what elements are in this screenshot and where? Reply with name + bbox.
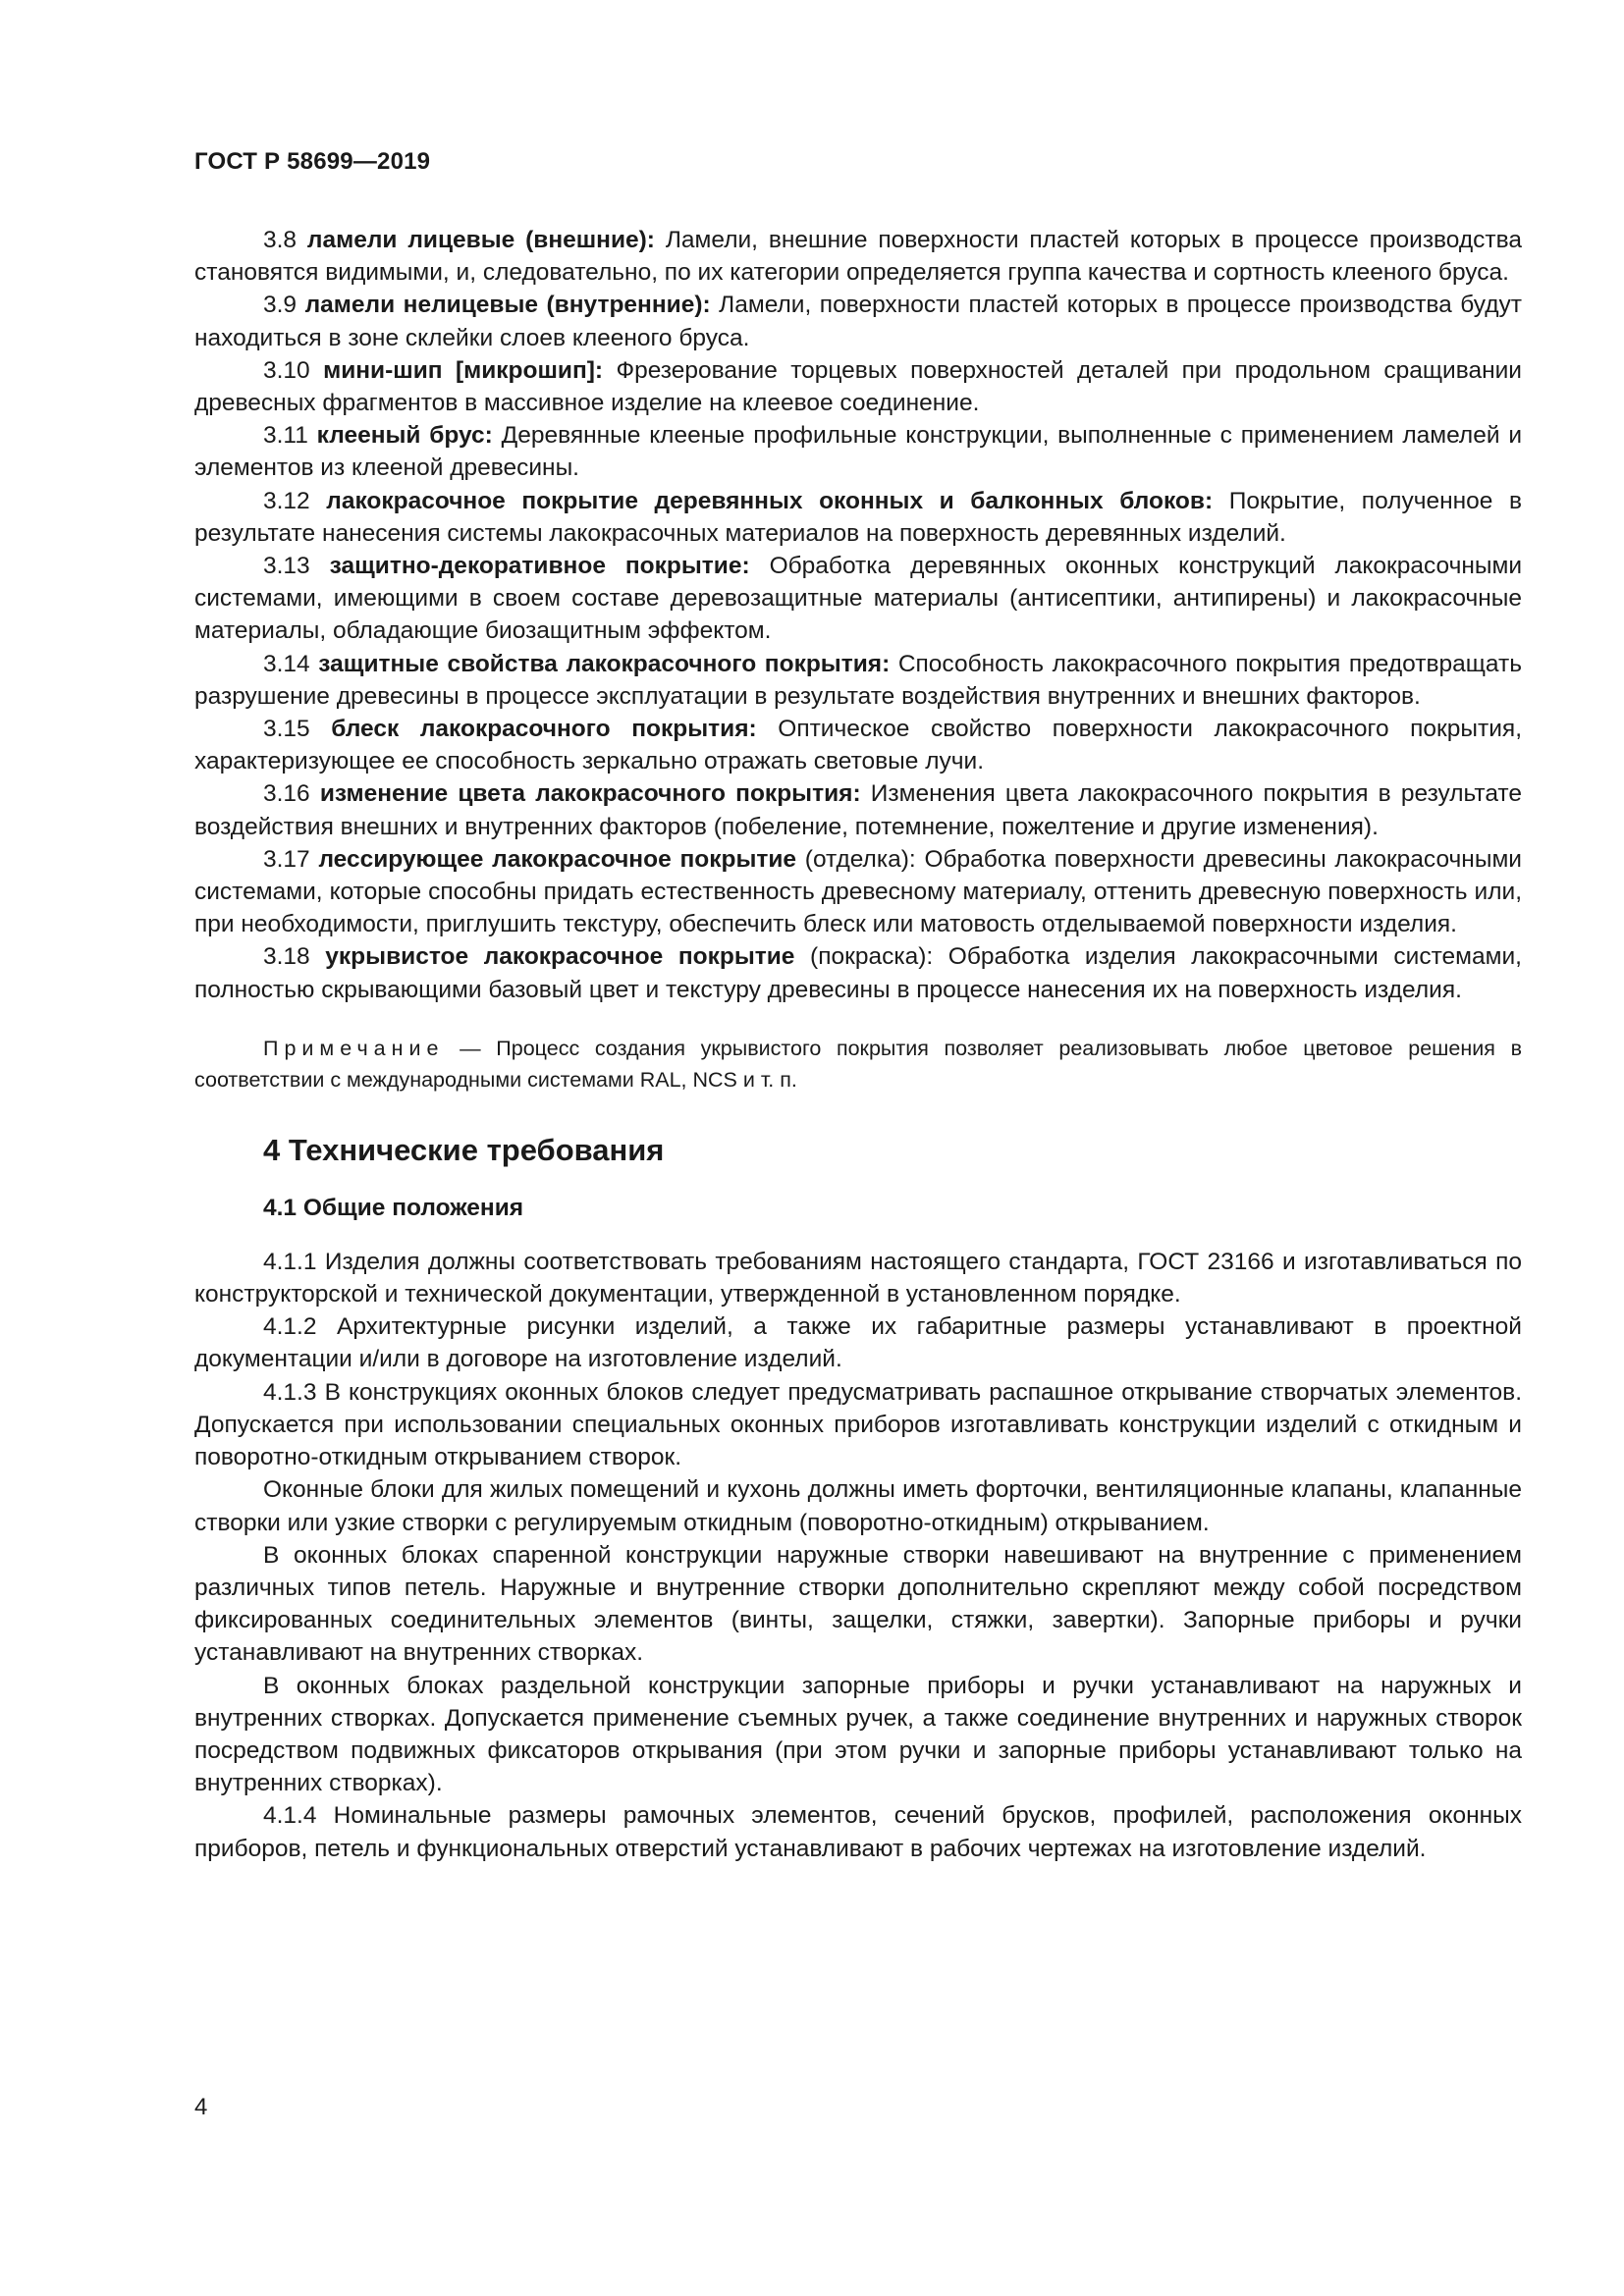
term-number: 3.17 <box>263 845 310 873</box>
term-name: защитные свойства лакокрасочного покрытия: <box>318 650 891 677</box>
term-name: клееный брус: <box>316 422 493 450</box>
term-name: лакокрасочное покрытие деревянных оконных и балконных блоков: <box>326 487 1214 514</box>
term-3-18 <box>194 940 1522 1005</box>
term-definition: Фрезерование торцевых поверхностей деталей при продольном сращивании древесных фрагментов в массивное изделие на клеевое соединение. <box>194 356 1522 417</box>
document-body <box>194 224 1522 1865</box>
term-definition: Оптическое свойство поверхности лакокрасочного покрытия, характеризующее ее способность зеркально отражать световые лучи. <box>194 716 1522 775</box>
term-definition: (покраска): Обработка изделия лакокрасочными системами, полностью скрывающими базовый цвет и текстуру древесины в процессе нанесения их на поверхность изделия. <box>194 943 1522 1003</box>
term-definition: Ламели, поверхности пластей которых в процессе производства будут находиться в зоне склейки слоев клееного бруса. <box>194 292 1522 351</box>
page-number: 4 <box>194 2094 208 2120</box>
clause-4-1-2: 4.1.2 Архитектурные рисунки изделий, а также их габаритные размеры устанавливают в проектной документации и/или в договоре на изготовление изделий. <box>194 1313 1522 1373</box>
term-3-15 <box>194 713 1522 777</box>
term-number: 3.9 <box>263 292 298 319</box>
term-3-17 <box>194 843 1522 941</box>
term-number: 3.10 <box>263 356 310 384</box>
term-3-14 <box>194 648 1522 713</box>
clause-4-1-3: 4.1.3 В конструкциях оконных блоков следует предусматривать распашное открывание створчатых элементов. Допускается при использовании специальных оконных приборов изготавливать конструкции изделий с откидным и поворотно-откидным открыванием створок. <box>194 1378 1522 1471</box>
term-3-16 <box>194 777 1522 842</box>
term-definition: (отделка): Обработка поверхности древесины лакокрасочными системами, которые способны придать естественность древесному материалу, оттенить древесную поверхность или, при необходимости, приглушить текстуру, обеспечить блеск или матовость отделываемой поверхности изделия. <box>194 845 1522 938</box>
term-name: защитно-декоративное покрытие: <box>329 553 750 580</box>
subsection-heading: 4.1 Общие положения <box>263 1194 524 1221</box>
term-definition: Ламели, внешние поверхности пластей которых в процессе производства становятся видимыми, и, следовательно, по их категории определяется группа качества и сортность клееного бруса. <box>194 227 1523 287</box>
term-3-9 <box>194 289 1522 353</box>
term-definition: Изменения цвета лакокрасочного покрытия в результате воздействия внешних и внутренних факторов (побеление, потемнение, пожелтение и другие изменения). <box>194 780 1523 840</box>
term-definition: Способность лакокрасочного покрытия предотвращать разрушение древесины в процессе эксплуатации в результате воздействия внутренних и внешних факторов. <box>194 650 1522 710</box>
term-3-11 <box>194 419 1522 484</box>
note-text: — Процесс создания укрывистого покрытия позволяет реализовывать любое цветовое решения в соответствии с международными системами RAL, NCS и т. п. <box>194 1036 1522 1092</box>
clause-4-1-4: 4.1.4 Номинальные размеры рамочных элементов, сечений брусков, профилей, расположения оконных приборов, петель и функциональных отверстий устанавливают в рабочих чертежах на изготовление изделий. <box>194 1802 1522 1862</box>
term-name: изменение цвета лакокрасочного покрытия: <box>319 780 861 808</box>
term-number: 3.11 <box>263 422 308 450</box>
term-name: ламели нелицевые (внутренние): <box>304 292 711 319</box>
section-heading: 4 Технические требования <box>263 1132 665 1167</box>
term-definition: Обработка деревянных оконных конструкций лакокрасочными системами, имеющими в своем составе деревозащитные материалы (антисептики, антипирены) и лакокрасочные материалы, обладающие биозащитным эффектом. <box>194 553 1523 645</box>
term-number: 3.13 <box>263 553 310 580</box>
term-definition: Деревянные клееные профильные конструкции, выполненные с применением ламелей и элементов из клееной древесины. <box>194 422 1523 482</box>
term-3-10 <box>194 354 1522 419</box>
clause-4-1-3-para-2: Оконные блоки для жилых помещений и кухонь должны иметь форточки, вентиляционные клапаны, клапанные створки или узкие створки с регулируемым откидным (поворотно-откидным) открыванием. <box>194 1476 1522 1536</box>
term-3-13 <box>194 550 1522 648</box>
note-label: Примечание <box>263 1036 445 1060</box>
term-name: лессирующее лакокрасочное покрытие <box>318 845 797 873</box>
term-3-12 <box>194 485 1522 550</box>
term-number: 3.15 <box>263 716 310 743</box>
clause-4-1-3-para-4: В оконных блоках раздельной конструкции запорные приборы и ручки устанавливают на наружных и внутренних створках. Допускается применение съемных ручек, а также соединение внутренних и наружных створок посредством подвижных фиксаторов открывания (при этом ручки и запорные приборы устанавливают только на внутренних створках). <box>194 1672 1522 1797</box>
note <box>194 1033 1522 1095</box>
term-3-8 <box>194 224 1522 289</box>
term-number: 3.14 <box>263 650 310 677</box>
term-name: ламели лицевые (внешние): <box>306 227 655 253</box>
term-name: мини-шип [микрошип]: <box>323 356 604 384</box>
term-definition: Покрытие, полученное в результате нанесения системы лакокрасочных материалов на поверхность деревянных изделий. <box>194 487 1522 547</box>
document-header-code: ГОСТ Р 58699—2019 <box>194 148 431 175</box>
term-number: 3.18 <box>263 943 310 971</box>
term-name: блеск лакокрасочного покрытия: <box>331 716 757 743</box>
clause-4-1-1: 4.1.1 Изделия должны соответствовать требованиям настоящего стандарта, ГОСТ 23166 и изготавливаться по конструкторской и технической документации, утвержденной в установленном порядке. <box>194 1248 1522 1308</box>
term-number: 3.12 <box>263 487 310 514</box>
term-number: 3.16 <box>263 780 310 808</box>
term-name: укрывистое лакокрасочное покрытие <box>325 943 795 971</box>
clause-4-1-3-para-3: В оконных блоках спаренной конструкции наружные створки навешивают на внутренние с применением различных типов петель. Наружные и внутренние створки дополнительно скрепляют между собой посредством фиксированных соединительных элементов (винты, защелки, стяжки, завертки). Запорные приборы и ручки устанавливают на внутренних створках. <box>194 1541 1522 1667</box>
term-number: 3.8 <box>263 227 298 253</box>
